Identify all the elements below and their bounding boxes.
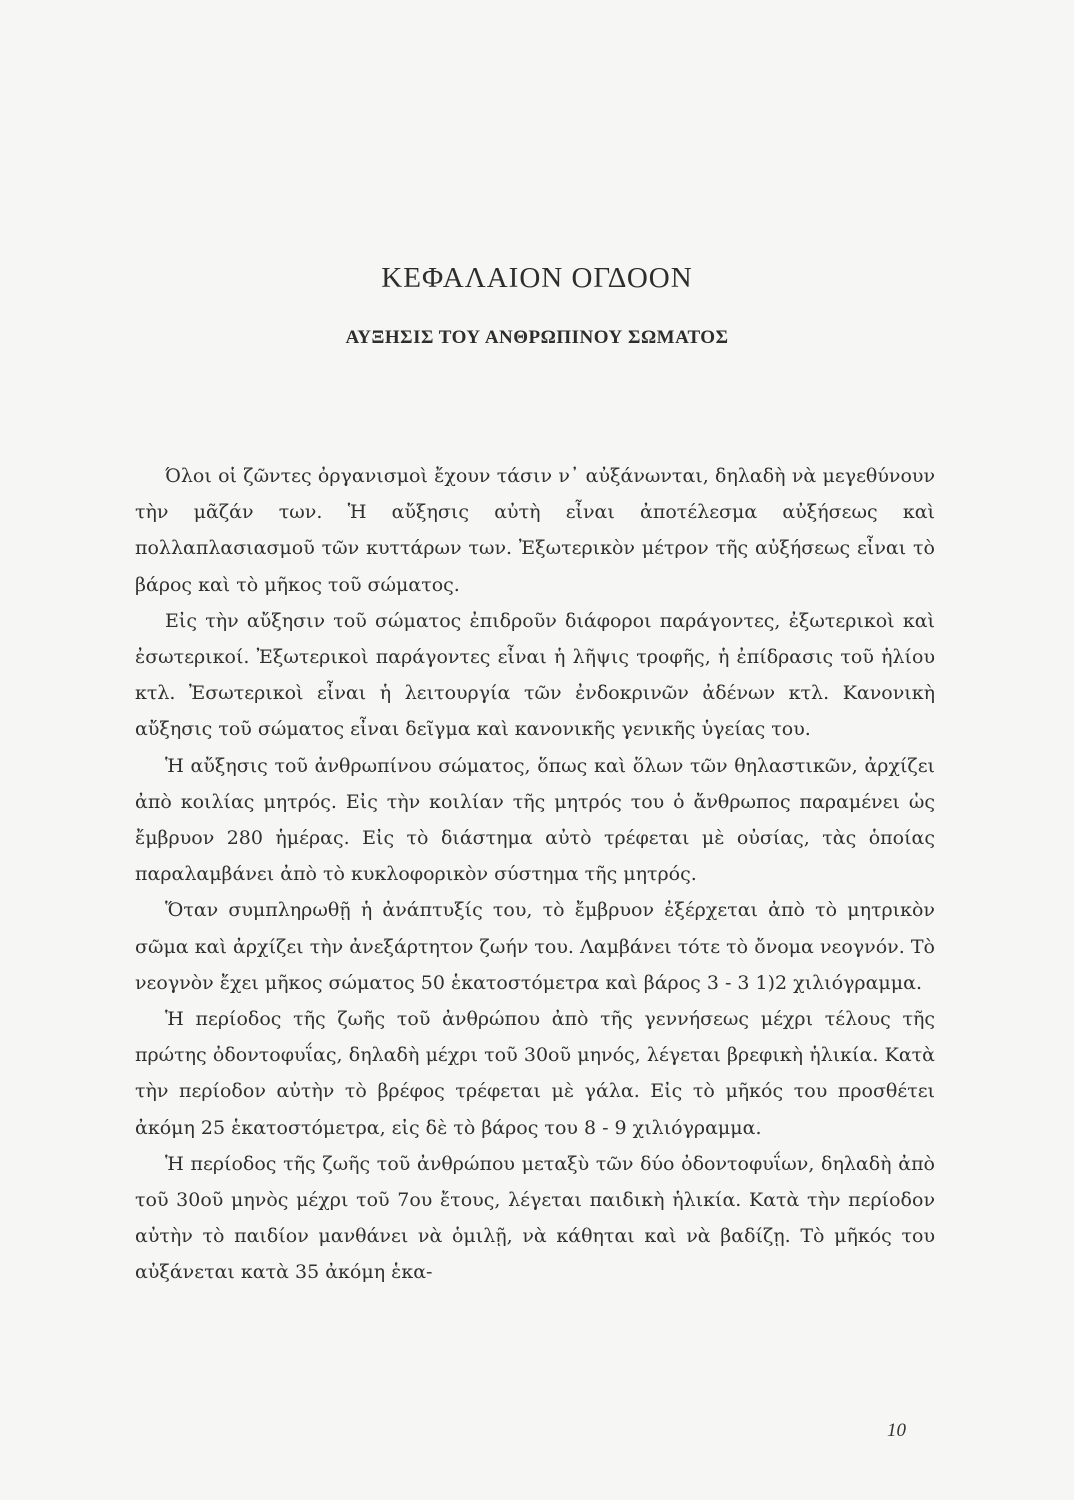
paragraph-5: Ἡ περίοδος τῆς ζωῆς τοῦ ἀνθρώπου ἀπὸ τῆς γεννήσεως μέχρι τέλους τῆς πρώτης ὀδοντοφυΐας, δηλαδὴ μέχρι τοῦ 30οῦ μηνός, λέγεται βρεφικὴ ἡλικία. Κατὰ τὴν περίοδον αὐτὴν τὸ βρέφος τρέφεται μὲ γάλα. Εἰς τὸ μῆκός του προσθέτει ἀκόμη 25 ἑκατοστόμετρα, εἰς δὲ τὸ βάρος του 8 - 9 χιλιόγραμμα. xyxy=(135,1008,935,1139)
chapter-subtitle: ΑΥΞΗΣΙΣ ΤΟΥ ΑΝΘΡΩΠΙΝΟΥ ΣΩΜΑΤΟΣ xyxy=(345,327,729,348)
paragraph-6: Ἡ περίοδος τῆς ζωῆς τοῦ ἀνθρώπου μεταξὺ τῶν δύο ὀδοντοφυΐων, δηλαδὴ ἀπὸ τοῦ 30οῦ μηνὸς μέχρι τοῦ 7ου ἔτους, λέγεται παιδικὴ ἡλικία. Κατὰ τὴν περίοδον αὐτὴν τὸ παιδίον μανθάνει νὰ ὁμιλῇ, νὰ κάθηται καὶ νὰ βαδίζῃ. Τὸ μῆκός του αὐξάνεται κατὰ 35 ἀκόμη ἑκα- xyxy=(135,1152,935,1284)
paragraph-4: Ὅταν συμπληρωθῇ ἡ ἀνάπτυξίς του, τὸ ἔμβρυον ἐξέρχεται ἀπὸ τὸ μητρικὸν σῶμα καὶ ἀρχίζει τὴν ἀνεξάρτητον ζωήν του. Λαμβάνει τότε τὸ ὄνομα νεογνόν. Τὸ νεογνὸν ἔχει μῆκος σώματος 50 ἑκατοστόμετρα καὶ βάρος 3 - 3 1)2 χιλιόγραμμα. xyxy=(135,899,935,994)
body-text xyxy=(135,458,935,1291)
page-number: 10 xyxy=(887,1420,906,1441)
paragraph-2: Εἰς τὴν αὔξησιν τοῦ σώματος ἐπιδροῦν διάφοροι παράγοντες, ἐξωτερικοὶ καὶ ἐσωτερικοί. Ἐξωτερικοὶ παράγοντες εἶναι ἡ λῆψις τροφῆς, ἡ ἐπίδρασις τοῦ ἡλίου κτλ. Ἐσωτερικοὶ εἶναι ἡ λειτουργία τῶν ἐνδοκρινῶν ἀδένων κτλ. Κανονικὴ αὔξησις τοῦ σώματος εἶναι δεῖγμα καὶ κανονικῆς γενικῆς ὑγείας του. xyxy=(135,609,935,741)
paragraph-3: Ἡ αὔξησις τοῦ ἀνθρωπίνου σώματος, ὅπως καὶ ὅλων τῶν θηλαστικῶν, ἀρχίζει ἀπὸ κοιλίας μητρός. Εἰς τὴν κοιλίαν τῆς μητρός του ὁ ἄνθρωπος παραμένει ὡς ἔμβρυον 280 ἡμέρας. Εἰς τὸ διάστημα αὐτὸ τρέφεται μὲ οὐσίας, τὰς ὁποίας παραλαμβάνει ἀπὸ τὸ κυκλοφορικὸν σύστημα τῆς μητρός. xyxy=(135,754,935,886)
paragraph-1: Όλοι οἱ ζῶντες ὀργανισμοὶ ἔχουν τάσιν ν᾽ αὐξάνωνται, δηλαδὴ νὰ μεγεθύνουν τὴν μᾶζάν των. Ἡ αὔξησις αὐτὴ εἶναι ἀποτέλεσμα αὐξήσεως καὶ πολλαπλασιασμοῦ τῶν κυττάρων των. Ἐξωτερικὸν μέτρον τῆς αὐξήσεως εἶναι τὸ βάρος καὶ τὸ μῆκος τοῦ σώματος. xyxy=(135,465,935,596)
chapter-title: ΚΕΦΑΛΑΙΟΝ ΟΓΔΟΟΝ xyxy=(381,262,693,294)
